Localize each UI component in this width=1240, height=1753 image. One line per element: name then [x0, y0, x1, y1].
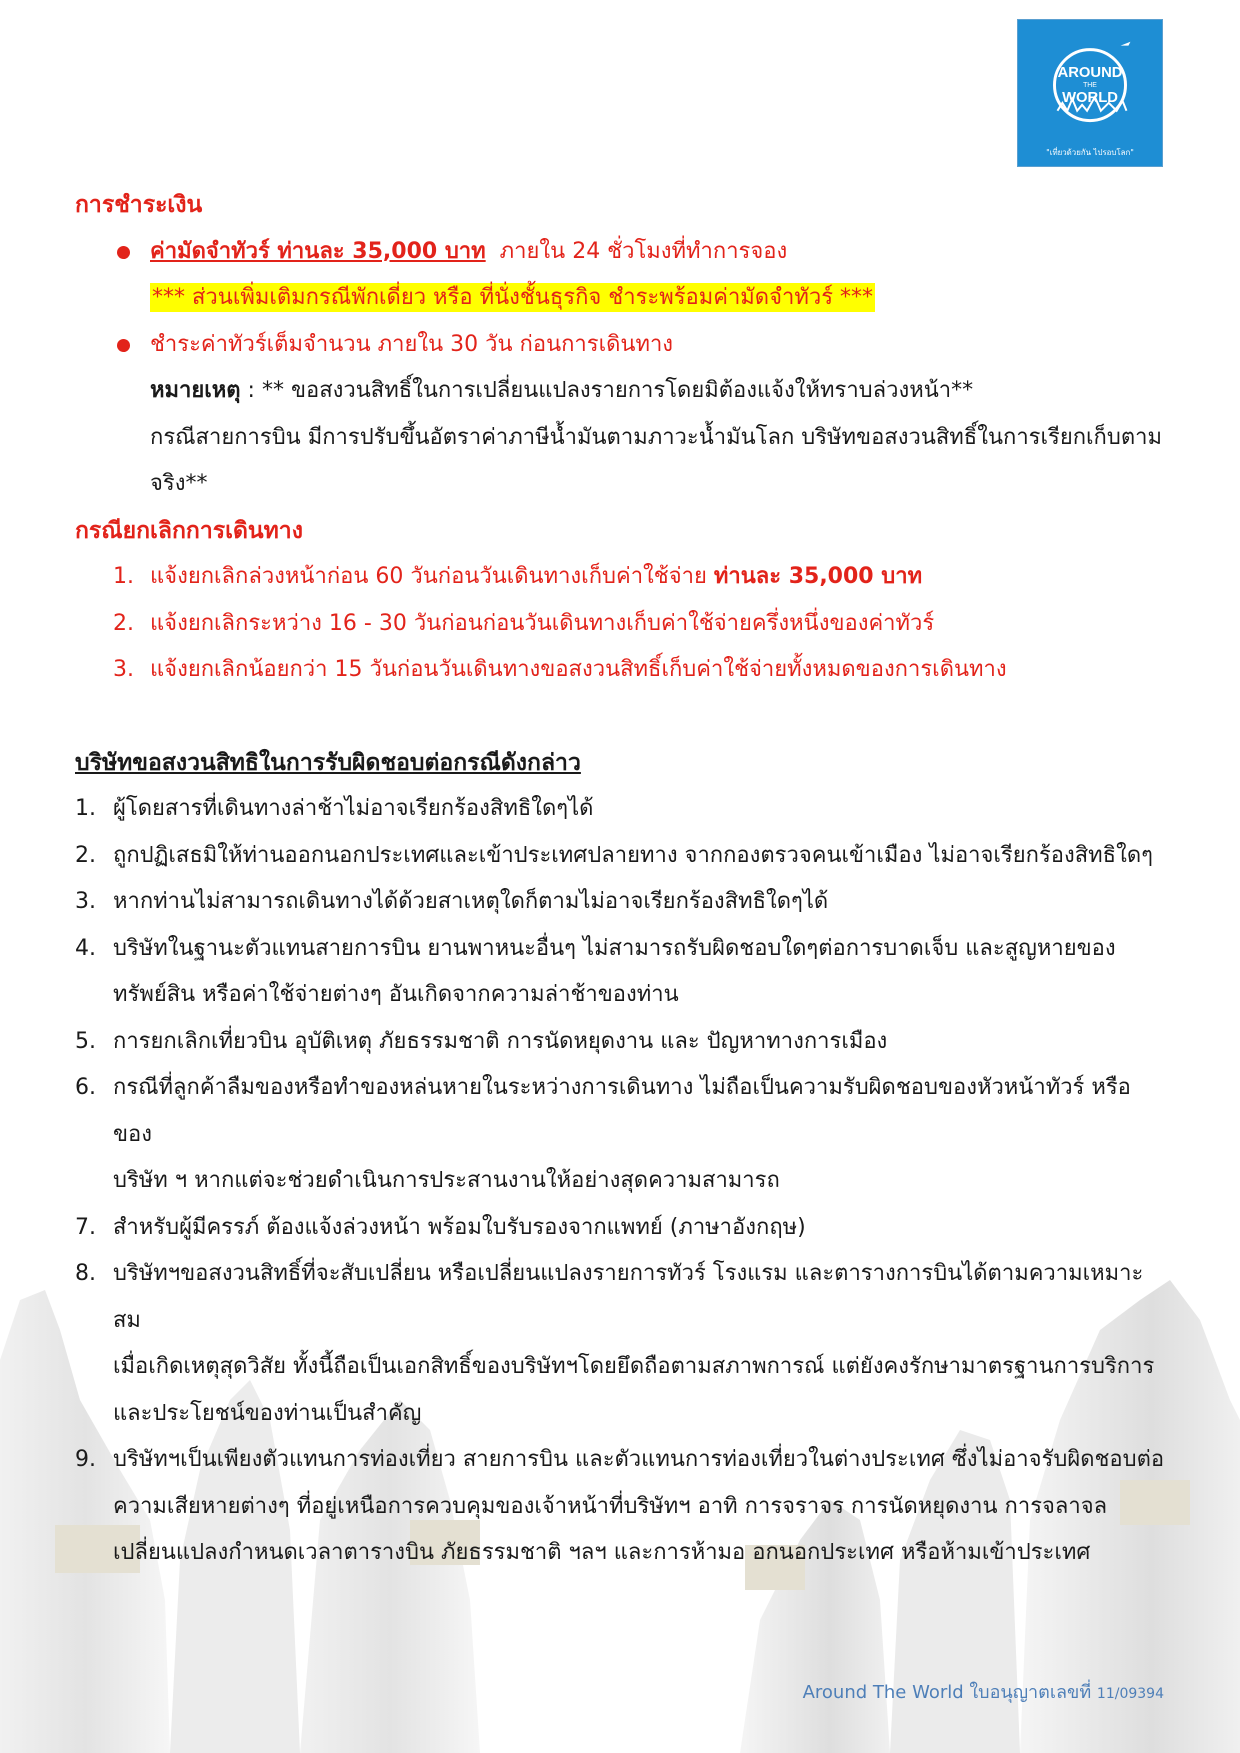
- list-number: 4.: [75, 935, 96, 961]
- list-number: 3.: [75, 889, 96, 914]
- full-payment-bullet: [75, 322, 1165, 369]
- list-text-line: เปลี่ยนแปลงกำหนดเวลาตารางบิน ภัยธรรมชาติ ฯลฯ และการห้ามอ อกนอกประเทศ หรือห้ามเข้าประเทศ: [113, 1540, 1091, 1565]
- list-number: 2.: [75, 842, 96, 868]
- list-text-line: ผู้โดยสารที่เดินทางล่าช้าไม่อาจเรียกร้องสิทธิใดๆได้: [113, 796, 594, 821]
- list-item: [75, 1251, 1165, 1437]
- license-footer: [803, 1677, 1164, 1706]
- list-item: [75, 647, 1165, 694]
- payment-heading: การชำระเงิน: [75, 192, 203, 218]
- highlight-row: [75, 275, 1165, 322]
- bullet-dot-icon: [117, 246, 130, 259]
- list-item: [75, 554, 1165, 601]
- list-text-line: ถูกปฏิเสธมิให้ท่านออกนอกประเทศและเข้าประเทศปลายทาง จากกองตรวจคนเข้าเมือง ไม่อาจเรียกร้องสิทธิใดๆ: [113, 842, 1153, 868]
- list-text-line: บริษัทฯขอสงวนสิทธิ์ที่จะสับเปลี่ยน หรือเปลี่ยนแปลงรายการทัวร์ โรงแรม และตารางการบินได้ตามความเหมาะสม: [113, 1261, 1144, 1333]
- list-text-line: บริษัทฯเป็นเพียงตัวแทนการท่องเที่ยว สายการบิน และตัวแทนการท่องเที่ยวในต่างประเทศ ซึ่งไม่อาจรับผิดชอบต่อ: [113, 1447, 1165, 1472]
- footer-text: Around The World ใบอนุญาตเลขที่: [802, 1682, 1097, 1703]
- logo-text-line2: THE: [1083, 82, 1097, 90]
- note-line-3: จริง**: [150, 471, 208, 496]
- list-number: 7.: [75, 1214, 96, 1240]
- disclaimer-list: [75, 786, 1165, 1577]
- list-item: [75, 1019, 1165, 1066]
- list-item: [75, 1205, 1165, 1252]
- full-payment-text: ชำระค่าทัวร์เต็มจำนวน ภายใน 30 วัน ก่อนการเดินทาง: [150, 331, 674, 357]
- list-number: 1.: [113, 564, 134, 589]
- list-item: [75, 879, 1165, 926]
- list-item: [75, 786, 1165, 833]
- note-line-2: กรณีสายการบิน มีการปรับขึ้นอัตราค่าภาษีน้ำมันตามภาวะน้ำมันโลก บริษัทขอสงวนสิทธิ์ในการเรียกเก็บตาม: [150, 424, 1162, 450]
- list-number: 9.: [75, 1447, 96, 1472]
- list-number: 5.: [75, 1028, 96, 1054]
- list-text-bold: ท่านละ 35,000 บาท: [713, 564, 923, 589]
- list-number: 8.: [75, 1261, 96, 1286]
- list-number: 1.: [75, 796, 96, 821]
- around-the-world-logo: [1017, 19, 1163, 167]
- list-text-line: และประโยชน์ของท่านเป็นสำคัญ: [113, 1400, 422, 1426]
- list-item: [75, 833, 1165, 880]
- deposit-label: ค่ามัดจำทัวร์ ท่านละ 35,000 บาท: [150, 238, 486, 264]
- cancellation-heading: กรณียกเลิกการเดินทาง: [75, 517, 303, 544]
- license-number: 11/09394: [1096, 1686, 1164, 1702]
- note-label: หมายเหตุ: [150, 378, 241, 403]
- list-text-line: เมื่อเกิดเหตุสุดวิสัย ทั้งนี้ถือเป็นเอกสิทธิ์ของบริษัทฯโดยยึดถือตามสภาพการณ์ แต่ยังคงรักษามาตรฐานการบริการ: [113, 1354, 1155, 1379]
- list-text-line: กรณีที่ลูกค้าลืมของหรือทำของหล่นหายในระหว่างการเดินทาง ไม่ถือเป็นความรับผิดชอบของหัวหน้าทัวร์ หรือของ: [113, 1075, 1131, 1147]
- disclaimer-heading: บริษัทขอสงวนสิทธิในการรับผิดชอบต่อกรณีดังกล่าว: [75, 749, 581, 776]
- cancellation-list: [75, 554, 1165, 694]
- list-text: แจ้งยกเลิกน้อยกว่า 15 วันก่อนวันเดินทางขอสงวนสิทธิ์เก็บค่าใช้จ่ายทั้งหมดของการเดินทาง: [150, 657, 1007, 682]
- logo-graphic: [1018, 20, 1162, 166]
- list-number: 3.: [113, 657, 134, 682]
- note-text: : ** ขอสงวนสิทธิ์ในการเปลี่ยนแปลงรายการโดยมิต้องแจ้งให้ทราบล่วงหน้า**: [240, 378, 974, 403]
- logo-text-line3: WORLD: [1062, 89, 1118, 106]
- logo-text-line1: AROUND: [1057, 65, 1123, 82]
- bullet-dot-icon: [117, 339, 130, 352]
- list-item: [75, 1065, 1165, 1205]
- list-number: 6.: [75, 1075, 96, 1100]
- logo-tagline: "เที่ยวด้วยกัน ไปรอบโลก": [1046, 148, 1134, 158]
- list-item: [75, 1437, 1165, 1577]
- note-row: [75, 368, 1165, 415]
- surcharge-highlight: *** ส่วนเพิ่มเติมกรณีพักเดี่ยว หรือ ที่นั่งชั้นธุรกิจ ชำระพร้อมค่ามัดจำทัวร์ ***: [152, 285, 874, 310]
- deposit-tail: ภายใน 24 ชั่วโมงที่ทำการจอง: [499, 238, 788, 264]
- list-item: [75, 926, 1165, 1019]
- deposit-bullet: [75, 229, 1165, 276]
- list-text-line: หากท่านไม่สามารถเดินทางได้ด้วยสาเหตุใดก็ตามไม่อาจเรียกร้องสิทธิใดๆได้: [113, 889, 829, 914]
- list-text: แจ้งยกเลิกล่วงหน้าก่อน 60 วันก่อนวันเดินทางเก็บค่าใช้จ่าย: [150, 564, 714, 589]
- list-text-line: บริษัท ฯ หากแต่จะช่วยดำเนินการประสานงานให้อย่างสุดความสามารถ: [113, 1168, 780, 1193]
- list-text-line: ความเสียหายต่างๆ ที่อยู่เหนือการควบคุมของเจ้าหน้าที่บริษัทฯ อาทิ การจราจร การนัดหยุดงาน การจลาจล: [113, 1493, 1108, 1519]
- document-body: [75, 182, 1165, 1577]
- list-item: [75, 601, 1165, 648]
- list-number: 2.: [113, 610, 134, 636]
- list-text-line: สำหรับผู้มีครรภ์ ต้องแจ้งล่วงหน้า พร้อมใบรับรองจากแพทย์ (ภาษาอังกฤษ): [113, 1214, 806, 1240]
- list-text-line: การยกเลิกเที่ยวบิน อุบัติเหตุ ภัยธรรมชาติ การนัดหยุดงาน และ ปัญหาทางการเมือง: [113, 1028, 888, 1054]
- list-text-line: ทรัพย์สิน หรือค่าใช้จ่ายต่างๆ อันเกิดจากความล่าช้าของท่าน: [113, 982, 679, 1007]
- section-spacer: [75, 694, 1165, 740]
- list-text-line: บริษัทในฐานะตัวแทนสายการบิน ยานพาหนะอื่นๆ ไม่สามารถรับผิดชอบใดๆต่อการบาดเจ็บ และสูญหายของ: [113, 935, 1116, 961]
- list-text: แจ้งยกเลิกระหว่าง 16 - 30 วันก่อนก่อนวันเดินทางเก็บค่าใช้จ่ายครึ่งหนึ่งของค่าทัวร์: [150, 610, 935, 636]
